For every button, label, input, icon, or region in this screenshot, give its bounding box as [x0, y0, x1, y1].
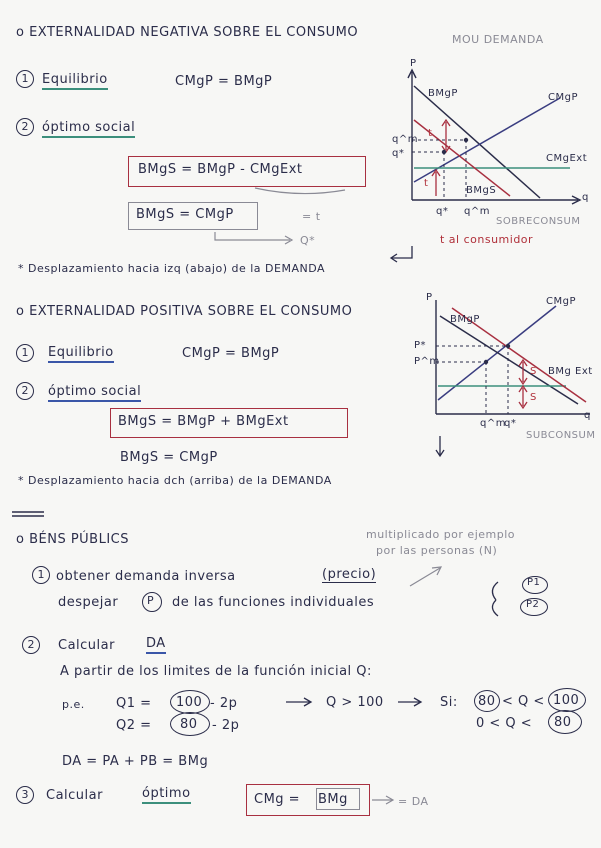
range2-a: 0 < Q < [476, 716, 533, 731]
label-qstar: q* [392, 148, 405, 159]
item-number: 1 [16, 344, 34, 362]
label-qm: q^m [392, 134, 418, 145]
label-pm: P^m [414, 356, 440, 367]
note-displacement: * Desplazamiento hacia izq (abajo) de la DEMANDA [18, 262, 326, 275]
x-label-qm: q^m [480, 418, 506, 429]
item-number: 2 [16, 382, 34, 400]
label-bmgs: BMgS [466, 185, 497, 196]
box3-a: CMg = [254, 792, 301, 807]
note-displacement: * Desplazamiento hacia dch (arriba) de la DEMANDA [18, 474, 332, 487]
item-label-optimo: óptimo social [48, 384, 141, 402]
item-label-optimo: óptimo social [42, 120, 135, 138]
section-title-positive: o EXTERNALIDAD POSITIVA SOBRE EL CONSUMO [16, 304, 353, 319]
item-number: 2 [16, 118, 34, 136]
label-bmgext: BMg Ext [548, 366, 593, 377]
range2-c: 80 [554, 715, 572, 730]
text-calcular: Calcular [46, 788, 103, 803]
label-bmgp: BMgP [450, 314, 480, 325]
range1-b: < Q < [502, 694, 545, 709]
range1-a: 80 [478, 694, 496, 709]
box3-b: BMg [318, 792, 348, 807]
label-cmgp: CMgP [548, 92, 578, 103]
label-t: t [424, 178, 429, 189]
text-funciones: de las funciones individuales [172, 595, 375, 610]
text-p2: P2 [526, 599, 540, 610]
x-label-qstar: q* [504, 418, 517, 429]
q-star-label: Q* [300, 234, 316, 247]
item-number: 2 [22, 636, 40, 654]
text-q-greater: Q > 100 [326, 695, 384, 710]
label-subconsum: SUBCONSUM [526, 430, 596, 441]
text-optimo: óptimo [142, 786, 191, 804]
equation: CMgP = BMgP [175, 74, 273, 89]
x-label-qstar: q* [436, 206, 449, 217]
q1-value: 100 [176, 695, 203, 710]
equation-boxed: BMgS = BMgP - CMgExt [138, 162, 303, 177]
axis-q: q [582, 192, 589, 203]
side-note: multiplicado por ejemplo [366, 528, 516, 541]
label-sobreconsum: SOBRECONSUM [496, 216, 581, 227]
axis-q: q [584, 410, 591, 421]
equation-boxed: BMgS = CMgP [136, 207, 234, 222]
q2-value: 80 [180, 717, 198, 732]
text-si: Si: [440, 695, 458, 710]
label-t: t [428, 128, 433, 139]
label-pstar: P* [414, 340, 427, 351]
axis-p: P [410, 58, 417, 69]
item-number: 1 [32, 566, 50, 584]
text-despejar: despejar [58, 595, 119, 610]
section-title-negative: o EXTERNALIDAD NEGATIVA SOBRE EL CONSUMO [16, 25, 359, 40]
x-label-qm: q^m [464, 206, 490, 217]
label-bmgp: BMgP [428, 88, 458, 99]
item-label-equilibrio: Equilibrio [42, 72, 108, 90]
range1-c: 100 [553, 693, 580, 708]
equation: CMgP = BMgP [182, 346, 280, 361]
side-note: MOU DEMANDA [452, 33, 544, 46]
q2-rest: - 2p [212, 718, 240, 733]
text-da: DA [146, 636, 166, 654]
equation: BMgS = CMgP [120, 450, 218, 465]
text-q2: Q2 = [116, 718, 152, 733]
text-precio: (precio) [322, 567, 377, 582]
section-title-public-goods: o BÉNS PÚBLICS [16, 532, 130, 547]
side-note: por las personas (N) [376, 544, 498, 557]
q1-rest: - 2p [210, 696, 238, 711]
item-number: 1 [16, 70, 34, 88]
equals-t: = t [302, 210, 321, 223]
text-pe: p.e. [62, 698, 85, 711]
t-consumidor: t al consumidor [440, 233, 534, 246]
equation-boxed: BMgS = BMgP + BMgExt [118, 414, 289, 429]
label-cmgp: CMgP [546, 296, 576, 307]
text-p: P [147, 594, 155, 607]
axis-p: P [426, 292, 433, 303]
text-a-partir: A partir de los limites de la función inicial Q: [60, 664, 372, 679]
equation-da: DA = PA + PB = BMg [62, 754, 209, 769]
label-cmgext: CMgExt [546, 153, 588, 164]
text-obtener: obtener demanda inversa [56, 569, 236, 584]
text-q1: Q1 = [116, 696, 152, 711]
text-p1: P1 [527, 577, 541, 588]
item-number: 3 [16, 786, 34, 804]
label-s: S [530, 392, 537, 403]
item-label-equilibrio: Equilibrio [48, 345, 114, 363]
box3-tail: = DA [398, 795, 429, 808]
label-s: S [530, 366, 537, 377]
text-calcular: Calcular [58, 638, 115, 653]
